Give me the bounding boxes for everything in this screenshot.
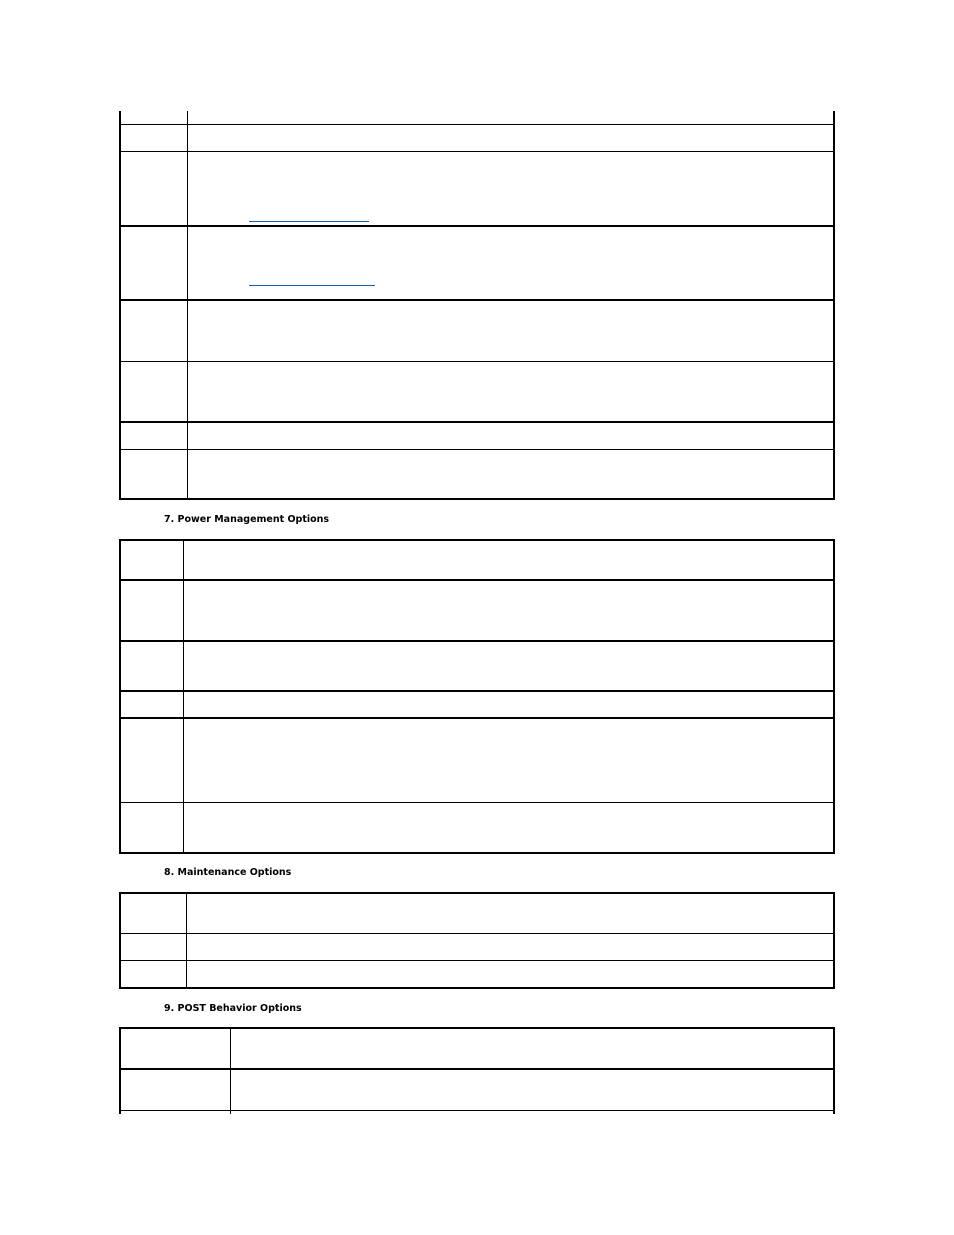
section-heading-power-management: 7. Power Management Options	[164, 514, 330, 525]
post-behavior-table	[119, 1027, 835, 1114]
table-row	[121, 227, 833, 301]
table-row	[121, 152, 833, 227]
table-row	[121, 803, 833, 852]
table-row	[121, 450, 833, 498]
table-row	[121, 692, 833, 719]
options-table-continued	[119, 111, 835, 500]
table-row	[121, 1111, 833, 1114]
table-row	[121, 423, 833, 450]
table-row	[121, 934, 833, 961]
table-row	[121, 1070, 833, 1111]
hyperlink[interactable]	[249, 221, 369, 222]
table-row	[121, 541, 833, 581]
table-row	[121, 581, 833, 642]
hyperlink[interactable]	[249, 285, 375, 286]
table-row	[121, 301, 833, 362]
maintenance-table	[119, 892, 835, 989]
table-row	[121, 1029, 833, 1070]
table-row	[121, 111, 833, 125]
table-row	[121, 719, 833, 803]
table-row	[121, 125, 833, 152]
table-row	[121, 894, 833, 934]
table-row	[121, 642, 833, 692]
section-heading-maintenance: 8. Maintenance Options	[164, 867, 292, 878]
table-row	[121, 961, 833, 987]
table-row	[121, 362, 833, 423]
power-management-table	[119, 539, 835, 854]
section-heading-post-behavior: 9. POST Behavior Options	[164, 1003, 302, 1014]
